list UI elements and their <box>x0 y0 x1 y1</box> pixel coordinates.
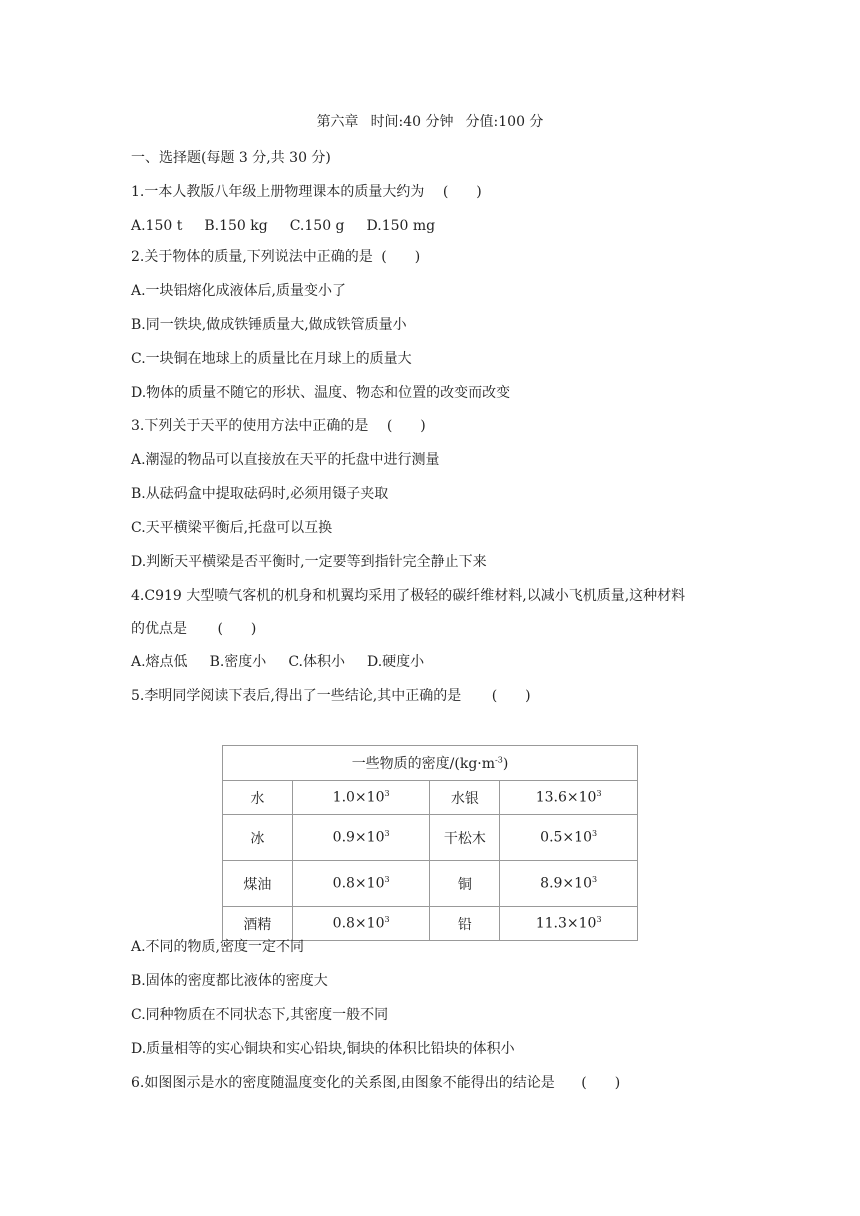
question-5-option-b: B.固体的密度都比液体的密度大 <box>131 973 328 989</box>
option-a: A.熔点低 <box>131 654 188 670</box>
question-2-option-c: C.一块铜在地球上的质量比在月球上的质量大 <box>131 351 412 367</box>
table-row: 酒精 $0.8\times 10^3$ 铅 $11.3\times 10^3$ <box>223 907 638 941</box>
question-2-option-b: B.同一铁块,做成铁锤质量大,做成铁管质量小 <box>131 317 407 333</box>
answer-blank: ( ) <box>217 621 257 637</box>
section-heading: 一、选择题(每题 3 分,共 30 分) <box>131 150 331 166</box>
option-c: C.150 g <box>289 218 345 234</box>
question-4-stem: 4.C919 大型喷气客机的机身和机翼均采用了极轻的碳纤维材料,以减小飞机质量,这种材料 <box>131 588 686 604</box>
option-d: D.150 mg <box>366 218 436 234</box>
answer-blank: ( ) <box>581 1075 621 1091</box>
answer-blank: ( ) <box>381 249 421 265</box>
table-row: 冰 $0.9\times 10^3$ 干松木 $0.5\times 10^3$ <box>223 815 638 861</box>
question-1-options <box>131 216 457 236</box>
score-label: 分值:100 分 <box>465 114 544 130</box>
page-title <box>0 112 860 132</box>
question-5-option-a: A.不同的物质,密度一定不同 <box>131 939 305 955</box>
question-4-stem-cont: 的优点是 ( ) <box>131 621 257 637</box>
question-5-stem: 5.李明同学阅读下表后,得出了一些结论,其中正确的是 ( ) <box>131 688 531 704</box>
option-b: B.密度小 <box>209 654 267 670</box>
option-d: D.硬度小 <box>366 654 425 670</box>
answer-blank: ( ) <box>442 184 482 200</box>
table-row: 水 $1.0\times 10^3$ 水银 $13.6\times 10^3$ <box>223 781 638 815</box>
question-6-stem: 6.如图图示是水的密度随温度变化的关系图,由图象不能得出的结论是 ( ) <box>131 1075 621 1091</box>
question-4-options <box>131 652 446 672</box>
question-2-stem: 2.关于物体的质量,下列说法中正确的是 ( ) <box>131 249 421 265</box>
option-c: C.体积小 <box>288 654 345 670</box>
density-table <box>222 745 638 941</box>
time-label: 时间:40 分钟 <box>370 114 454 130</box>
question-2-option-d: D.物体的质量不随它的形状、温度、物态和位置的改变而改变 <box>131 385 511 401</box>
question-3-option-b: B.从砝码盒中提取砝码时,必须用镊子夹取 <box>131 486 389 502</box>
option-b: B.150 kg <box>204 218 268 234</box>
question-5-option-d: D.质量相等的实心铜块和实心铅块,铜块的体积比铅块的体积小 <box>131 1041 515 1057</box>
question-3-option-c: C.天平横梁平衡后,托盘可以互换 <box>131 520 333 536</box>
table-title: 一些物质的密度$/(kg\cdot m^{-3})$ <box>223 746 638 781</box>
question-1-stem: 1.一本人教版八年级上册物理课本的质量大约为 ( ) <box>131 184 482 200</box>
answer-blank: ( ) <box>491 688 531 704</box>
question-3-stem: 3.下列关于天平的使用方法中正确的是 ( ) <box>131 418 426 434</box>
table-row: 煤油 $0.8\times 10^3$ 铜 $8.9\times 10^3$ <box>223 861 638 907</box>
option-a: A.150 t <box>131 218 183 234</box>
question-3-option-d: D.判断天平横梁是否平衡时,一定要等到指针完全静止下来 <box>131 554 487 570</box>
answer-blank: ( ) <box>386 418 426 434</box>
question-2-option-a: A.一块铝熔化成液体后,质量变小了 <box>131 283 347 299</box>
chapter-label: 第六章 <box>316 114 359 130</box>
question-3-option-a: A.潮湿的物品可以直接放在天平的托盘中进行测量 <box>131 452 440 468</box>
question-5-option-c: C.同种物质在不同状态下,其密度一般不同 <box>131 1007 389 1023</box>
